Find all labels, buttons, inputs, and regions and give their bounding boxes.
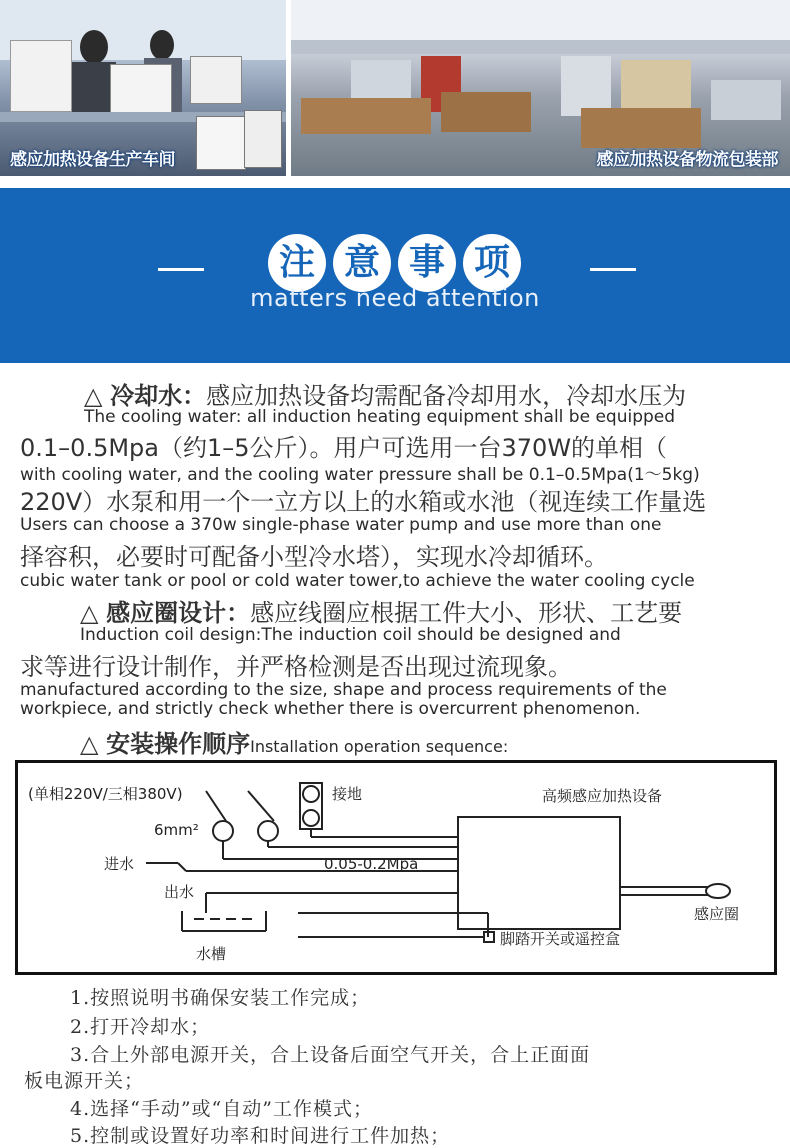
coil-cn-line1: 感应线圈应根据工件大小、形状、工艺要 [250,599,683,627]
title-char: 注 [268,234,326,292]
title-char: 项 [463,234,521,292]
title-char: 事 [398,234,456,292]
install-en: Installation operation sequence: [250,737,509,756]
photo-strip [0,0,790,176]
warehouse-photo [291,0,790,176]
triangle-marker: △ [80,730,99,758]
ground-label: 接地 [332,785,363,803]
cable-label: 6mm² [154,821,199,839]
triangle-marker: △ [80,599,99,627]
tank-label: 水槽 [196,945,227,963]
cooling-cn-line3: 220V）水泵和用一个一立方以上的水箱或水池（视连续工作量选 [20,488,707,516]
step-item: 2.打开冷却水； [70,1016,211,1038]
install-heading-line [80,724,508,759]
step-item: 板电源开关； [24,1070,145,1092]
water-out-label: 出水 [164,883,195,901]
cooling-cn-line1: 感应加热设备均需配备冷却用水，冷却水压为 [206,382,687,410]
coil-cn-line2: 求等进行设计制作，并严格检测是否出现过流现象。 [20,653,572,681]
switch-label: 脚踏开关或遥控盒 [500,930,621,948]
cooling-en-line2: with cooling water, and the cooling water pressure shall be 0.1–0.5Mpa(1～5kg) [20,465,700,485]
coil-en-line1: Induction coil design:The induction coil should be designed and [80,625,621,645]
coil-heading-line [80,593,682,628]
coil-en-line2: manufactured according to the size, shape and process requirements of the [20,680,667,700]
cooling-en-line4: cubic water tank or pool or cold water tower,to achieve the water cooling cycle [20,571,695,591]
coil-en-line3: workpiece, and strictly check whether there is overcurrent phenomenon. [20,699,641,719]
install-heading: 安装操作顺序 [106,730,251,758]
coil-heading: 感应圈设计： [106,599,251,627]
cooling-heading-line [84,376,686,411]
device-label: 高频感应加热设备 [542,787,663,805]
water-in-label: 进水 [104,855,135,873]
triangle-marker: △ [84,382,103,410]
step-item: 3.合上外部电源开关，合上设备后面空气开关，合上正面面 [70,1044,591,1066]
notice-banner [0,188,790,363]
cooling-en-line3: Users can choose a 370w single-phase water pump and use more than one [20,515,662,535]
right-dash [590,268,636,271]
banner-subtitle: matters need attention [250,284,540,312]
workshop-caption: 感应加热设备生产车间 [10,150,175,170]
cooling-cn-line2: 0.1–0.5Mpa（约1–5公斤）。用户可选用一台370W的单相（ [20,434,668,462]
title-char: 意 [333,234,391,292]
power-label: (单相220V/三相380V) [28,785,183,803]
step-item: 1.按照说明书确保安装工作完成； [70,987,371,1009]
cooling-cn-line4: 择容积，必要时可配备小型冷水塔），实现水冷却循环。 [20,543,608,571]
wiring-diagram [15,760,777,975]
workshop-photo [0,0,286,176]
warehouse-caption: 感应加热设备物流包装部 [596,150,778,170]
left-dash [158,268,204,271]
cooling-en-line1: The cooling water: all induction heating equipment shall be equipped [84,407,676,427]
pressure-label: 0.05-0.2Mpa [324,855,419,873]
cooling-heading: 冷却水： [110,382,207,410]
step-item: 5.控制或设置好功率和时间进行工件加热； [70,1125,451,1147]
coil-label: 感应圈 [694,905,740,923]
step-item: 4.选择“手动”或“自动”工作模式； [70,1098,373,1120]
